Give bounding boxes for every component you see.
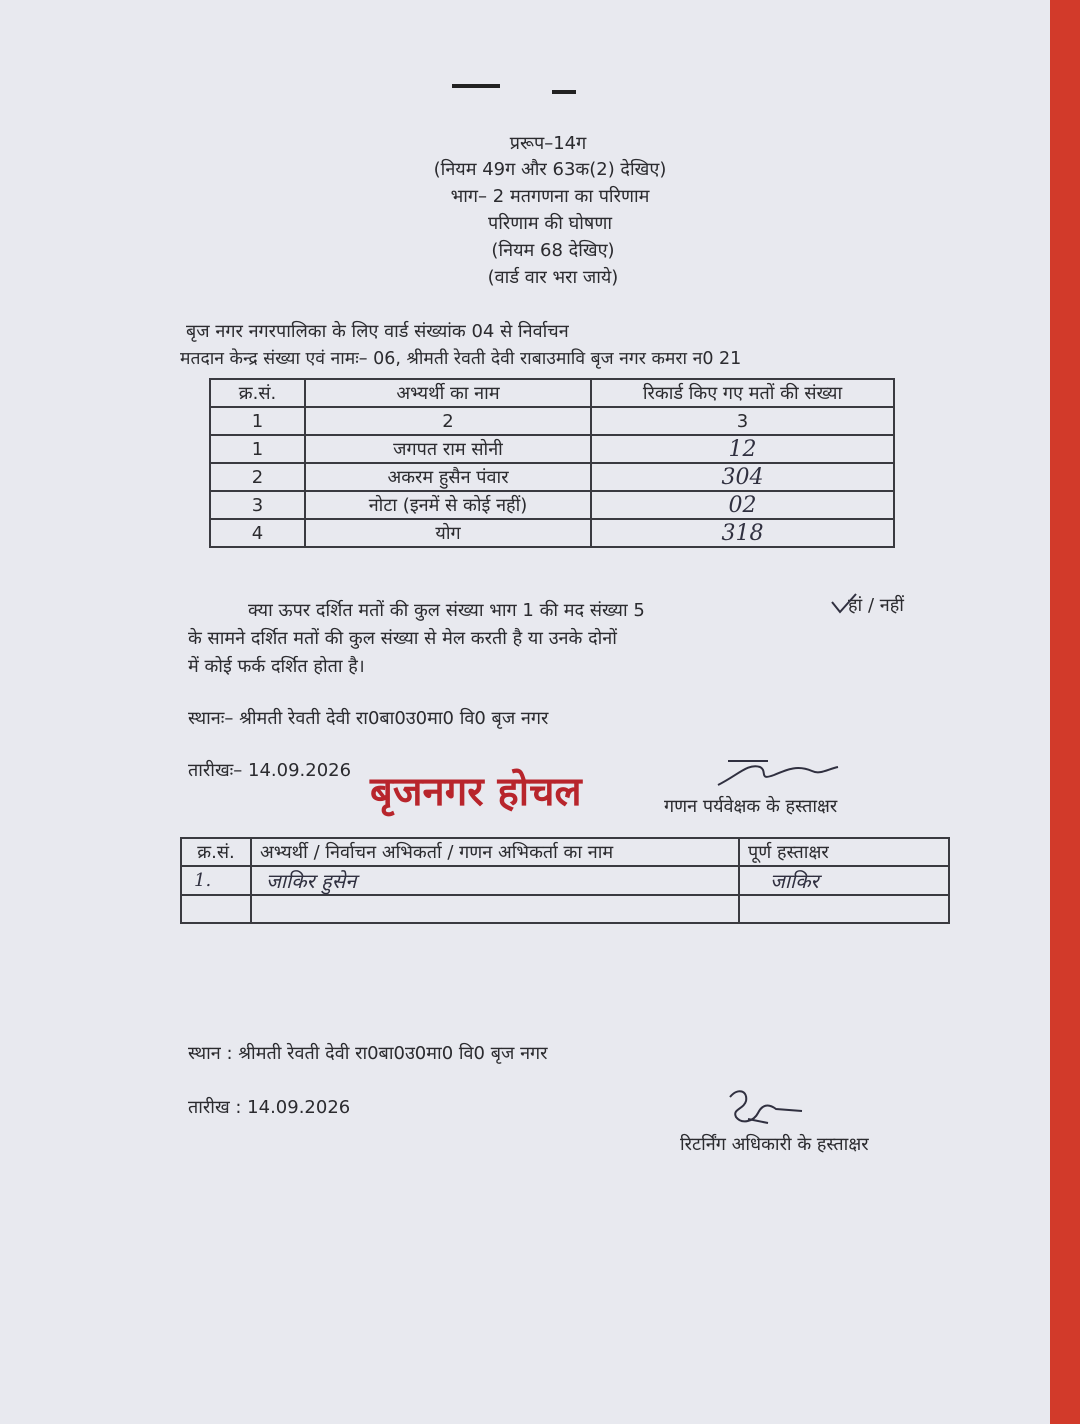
election-line-1: बृज नगर नगरपालिका के लिए वार्ड संख्यांक 04 से निर्वाचन	[186, 321, 569, 342]
question-line-1: क्या ऊपर दर्शित मतों की कुल संख्या भाग 1 की मद संख्या 5	[248, 600, 645, 621]
rule-reference: (नियम 49ग और 63क(2) देखिए)	[433, 159, 667, 180]
agents-header-row	[181, 838, 949, 866]
serial-cell: 4	[210, 519, 305, 547]
header-cell: क्र.सं.	[210, 379, 305, 407]
serial-cell: 3	[210, 491, 305, 519]
tick-mark-icon	[830, 592, 860, 616]
candidate-name-cell: नोटा (इनमें से कोई नहीं)	[305, 491, 591, 519]
index-row	[210, 407, 894, 435]
supervisor-signature-label: गणन पर्यवेक्षक के हस्ताक्षर	[664, 796, 838, 817]
agents-table	[180, 837, 950, 924]
header-cell: क्र.सं.	[181, 838, 251, 866]
header-cell: रिकार्ड किए गए मतों की संख्या	[591, 379, 894, 407]
agent-signature-cell	[739, 895, 949, 923]
table-row	[210, 435, 894, 463]
rule-68-reference: (नियम 68 देखिए)	[491, 240, 615, 261]
total-votes-cell: 318	[591, 519, 894, 547]
serial-cell	[181, 895, 251, 923]
candidate-name-cell: जगपत राम सोनी	[305, 435, 591, 463]
returning-officer-signature-label: रिटर्निंग अधिकारी के हस्ताक्षर	[680, 1134, 869, 1155]
votes-cell: 12	[591, 435, 894, 463]
table-row	[181, 866, 949, 895]
question-line-2: के सामने दर्शित मतों की कुल संख्या से मेल करती है या उनके दोनों	[188, 628, 617, 649]
polling-station-line: मतदान केन्द्र संख्या एवं नामः– 06, श्रीमती रेवती देवी राबाउमावि बृज नगर कमरा न0 21	[180, 349, 742, 369]
background-edge	[1050, 0, 1080, 1424]
serial-cell: 2	[210, 463, 305, 491]
top-dash-mark	[552, 90, 576, 94]
votes-cell: 304	[591, 463, 894, 491]
table-row	[181, 895, 949, 923]
total-label-cell: योग	[305, 519, 591, 547]
date-line-2: तारीख : 14.09.2026	[188, 1097, 351, 1118]
top-dash-mark	[452, 84, 500, 88]
place-line: स्थानः– श्रीमती रेवती देवी रा0बा0उ0मा0 वि0 बृज नगर	[188, 708, 549, 729]
index-cell: 2	[305, 407, 591, 435]
returning-officer-signature	[718, 1085, 808, 1135]
header-cell: पूर्ण हस्ताक्षर	[739, 838, 949, 866]
serial-cell: 1	[210, 435, 305, 463]
header-cell: अभ्यर्थी / निर्वाचन अभिकर्ता / गणन अभिकर्ता का नाम	[251, 838, 739, 866]
table-row	[210, 463, 894, 491]
table-row	[210, 491, 894, 519]
yes-no-answer: हां / नहीं	[848, 595, 904, 616]
declaration-title: परिणाम की घोषणा	[488, 213, 612, 234]
agent-signature-cell: जाकिर	[739, 866, 949, 895]
question-line-3: में कोई फर्क दर्शित होता है।	[188, 656, 365, 677]
place-line-2: स्थान : श्रीमती रेवती देवी रा0बा0उ0मा0 वि0 बृज नगर	[188, 1043, 548, 1064]
votes-cell: 02	[591, 491, 894, 519]
candidate-name-cell: अकरम हुसैन पंवार	[305, 463, 591, 491]
index-cell: 3	[591, 407, 894, 435]
stamp-text: बृजनगर होचल	[370, 769, 582, 815]
agent-name-cell: जाकिर हुसेन	[251, 866, 739, 895]
part-title: भाग– 2 मतगणना का परिणाम	[450, 186, 650, 207]
supervisor-signature	[708, 755, 848, 795]
agent-name-cell	[251, 895, 739, 923]
results-table	[209, 378, 895, 548]
ward-wise-note: (वार्ड वार भरा जाये)	[487, 267, 619, 288]
form-number: प्ररूप–14ग	[509, 133, 587, 154]
total-row	[210, 519, 894, 547]
serial-cell: 1.	[181, 866, 251, 895]
index-cell: 1	[210, 407, 305, 435]
date-line: तारीखः– 14.09.2026	[188, 760, 352, 781]
results-header-row	[210, 379, 894, 407]
header-cell: अभ्यर्थी का नाम	[305, 379, 591, 407]
